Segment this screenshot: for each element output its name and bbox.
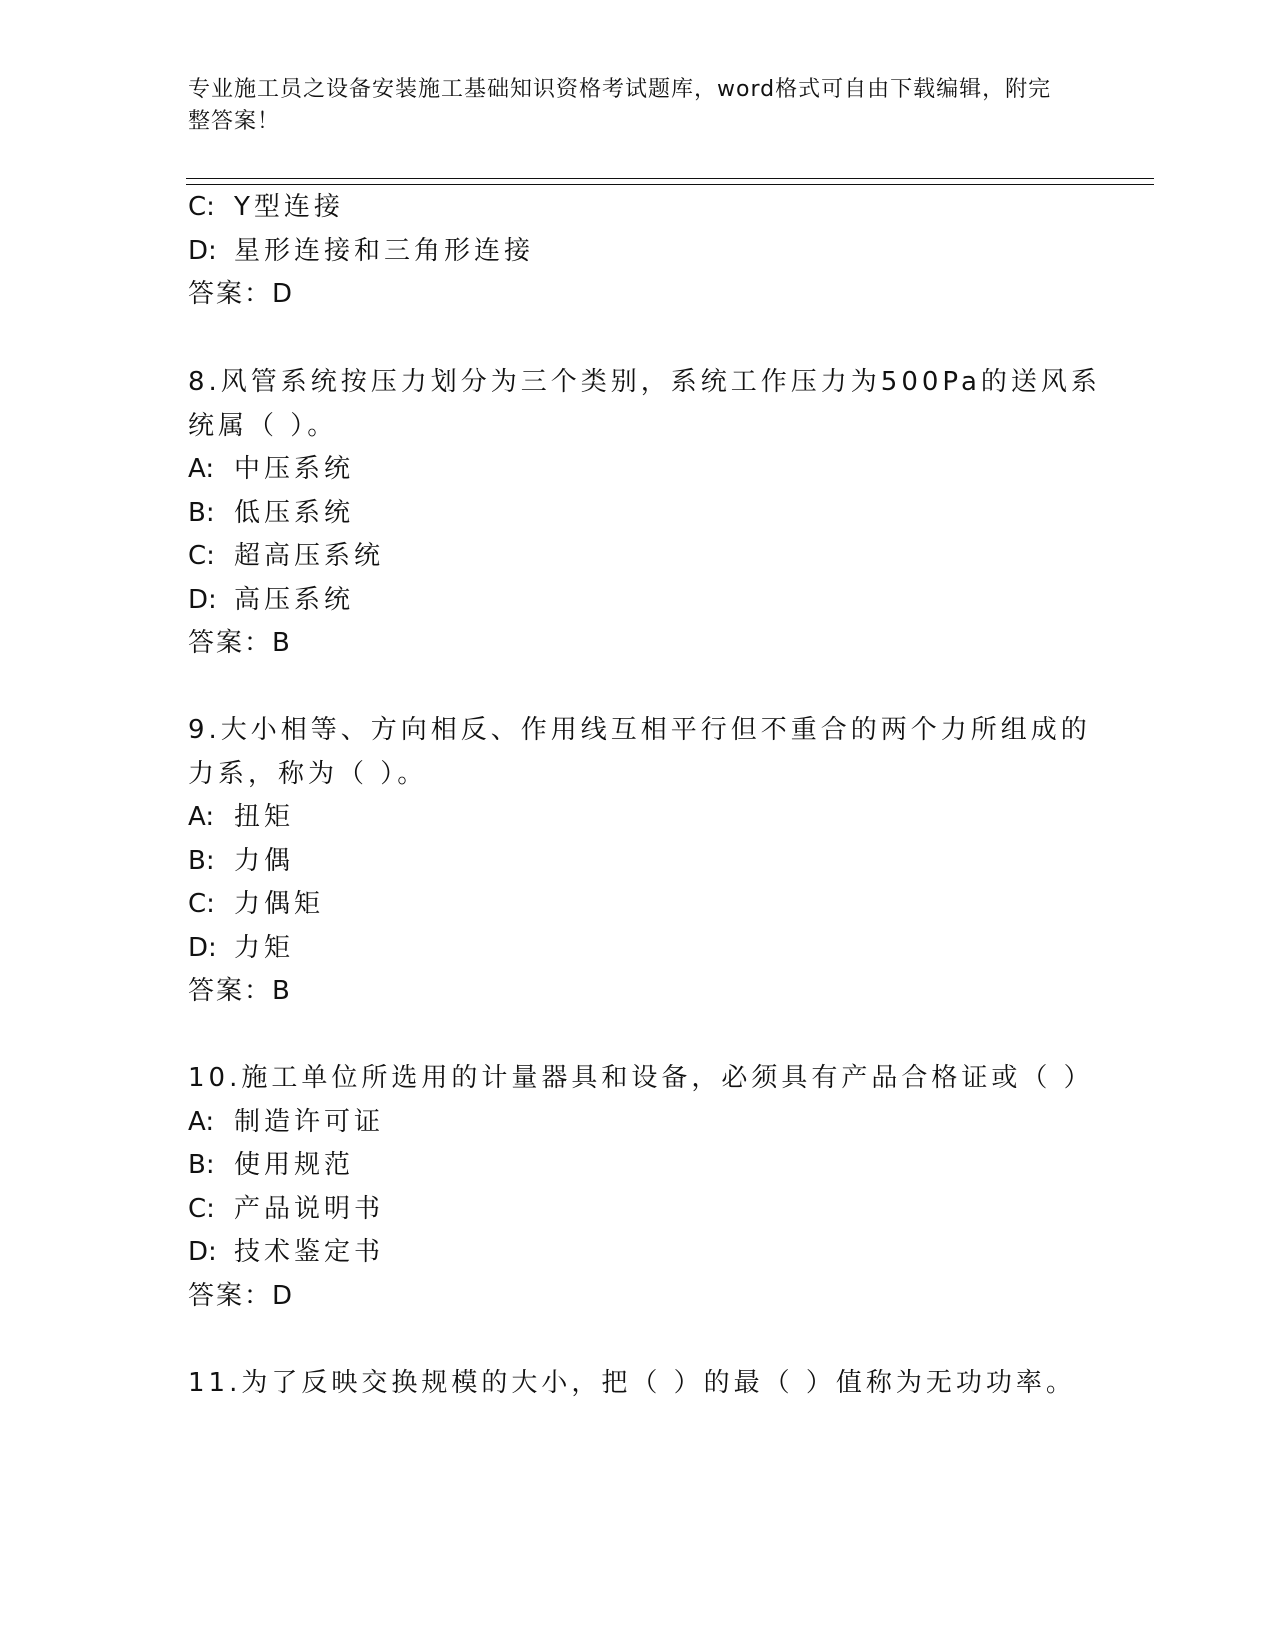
option-row bbox=[188, 234, 1088, 268]
option-text: 低压系统 bbox=[234, 498, 355, 528]
answer-label: 答案： bbox=[188, 976, 273, 1006]
option-text: 力偶矩 bbox=[234, 889, 325, 919]
option-row bbox=[188, 539, 1088, 573]
page-header: 专业施工员之设备安装施工基础知识资格考试题库，word格式可自由下载编辑，附完整答案！ bbox=[188, 77, 1052, 134]
question-text: 9.大小相等、方向相反、作用线互相平行但不重合的两个力所组成的 bbox=[188, 715, 1091, 745]
option-row bbox=[188, 887, 1088, 921]
option-letter: A: bbox=[188, 802, 215, 832]
option-text: 制造许可证 bbox=[234, 1107, 385, 1137]
answer-value: D bbox=[272, 1281, 293, 1311]
option-row bbox=[188, 496, 1088, 530]
option-row bbox=[188, 452, 1088, 486]
option-row bbox=[188, 800, 1088, 834]
question-text: 8.风管系统按压力划分为三个类别，系统工作压力为500Pa的送风系 bbox=[188, 367, 1101, 397]
question-text: 力系，称为（ ）。 bbox=[188, 759, 428, 789]
option-letter: A: bbox=[188, 1107, 215, 1137]
header-divider bbox=[186, 178, 1154, 179]
option-text: 扭矩 bbox=[234, 802, 295, 832]
option-letter: A: bbox=[188, 454, 215, 484]
answer-label: 答案： bbox=[188, 628, 273, 658]
answer-line bbox=[188, 277, 1088, 311]
option-text: 产品说明书 bbox=[234, 1194, 385, 1224]
option-letter: C: bbox=[188, 541, 215, 571]
question-text: 统属（ ）。 bbox=[188, 411, 338, 441]
option-text: 力偶 bbox=[234, 846, 295, 876]
option-letter: C: bbox=[188, 1194, 215, 1224]
question-text: 10.施工单位所选用的计量器具和设备，必须具有产品合格证或（ ） bbox=[188, 1063, 1094, 1093]
option-row bbox=[188, 1105, 1088, 1139]
option-row bbox=[188, 1192, 1088, 1226]
answer-label: 答案： bbox=[188, 279, 273, 309]
option-letter: B: bbox=[188, 846, 215, 876]
option-row bbox=[188, 190, 1088, 224]
option-text: 使用规范 bbox=[234, 1150, 355, 1180]
option-text: Y型连接 bbox=[234, 192, 344, 222]
option-letter: C: bbox=[188, 192, 215, 222]
option-letter: B: bbox=[188, 1150, 215, 1180]
option-letter: C: bbox=[188, 889, 215, 919]
option-row bbox=[188, 1235, 1088, 1269]
answer-value: B bbox=[272, 628, 290, 658]
answer-line bbox=[188, 1279, 1088, 1313]
option-text: 超高压系统 bbox=[234, 541, 385, 571]
header-divider-second bbox=[186, 184, 1154, 185]
option-row bbox=[188, 1148, 1088, 1182]
option-letter: D: bbox=[188, 933, 217, 963]
answer-label: 答案： bbox=[188, 1281, 273, 1311]
answer-line bbox=[188, 626, 1088, 660]
option-row bbox=[188, 931, 1088, 965]
option-text: 技术鉴定书 bbox=[234, 1237, 385, 1267]
option-row bbox=[188, 583, 1088, 617]
option-text: 中压系统 bbox=[234, 454, 355, 484]
answer-value: B bbox=[272, 976, 290, 1006]
option-letter: B: bbox=[188, 498, 215, 528]
answer-line bbox=[188, 974, 1088, 1008]
option-text: 力矩 bbox=[234, 933, 295, 963]
option-text: 星形连接和三角形连接 bbox=[234, 236, 535, 266]
option-letter: D: bbox=[188, 1237, 217, 1267]
option-row bbox=[188, 844, 1088, 878]
option-text: 高压系统 bbox=[234, 585, 355, 615]
answer-value: D bbox=[272, 279, 293, 309]
question-text: 11.为了反映交换规模的大小，把（ ）的最（ ）值称为无功功率。 bbox=[188, 1368, 1076, 1398]
option-letter: D: bbox=[188, 585, 217, 615]
option-letter: D: bbox=[188, 236, 217, 266]
